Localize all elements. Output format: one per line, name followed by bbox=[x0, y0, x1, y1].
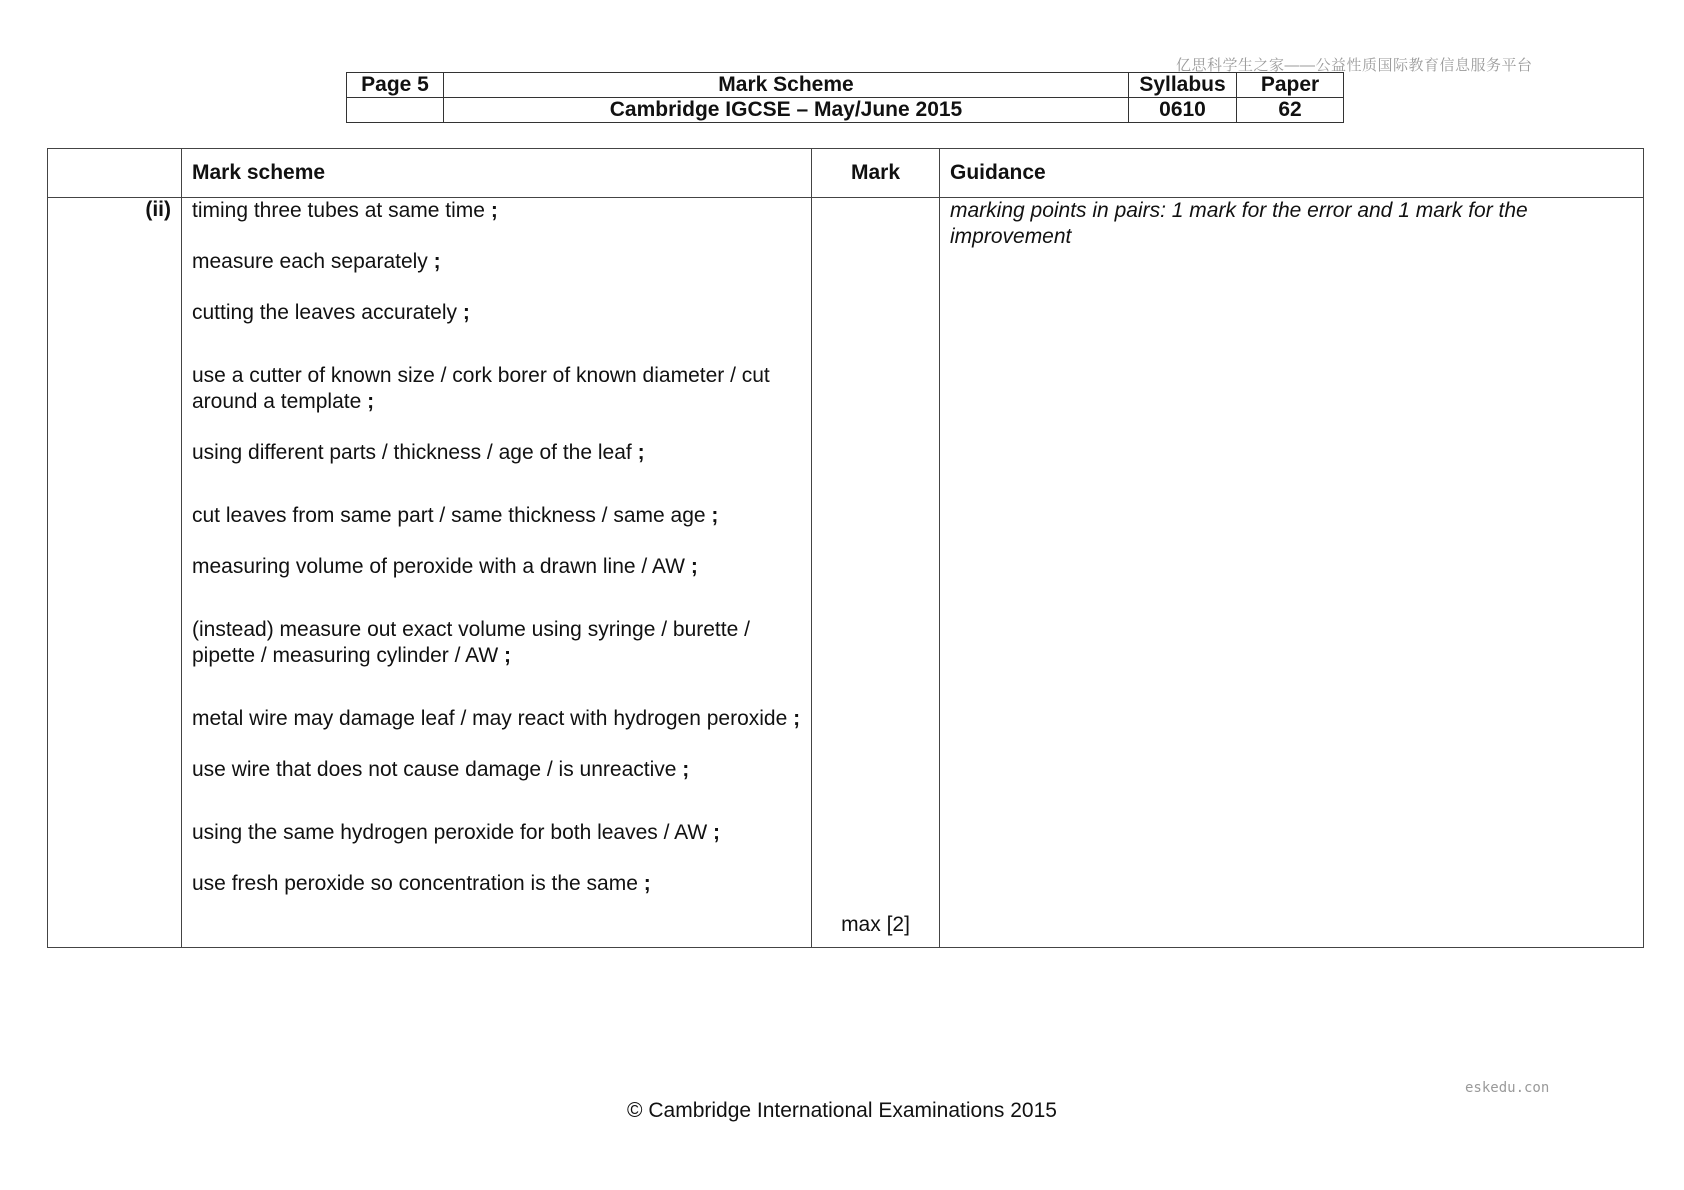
guidance-header: Guidance bbox=[940, 149, 1644, 198]
copyright-footer: © Cambridge International Examinations 2015 bbox=[627, 1099, 1057, 1122]
page-number: Page 5 bbox=[347, 73, 444, 98]
mark-scheme-table bbox=[47, 148, 1644, 948]
guidance-text: marking points in pairs: 1 mark for the error and 1 mark for the improvement bbox=[940, 198, 1644, 948]
point-5: using different parts / thickness / age of the leaf ; bbox=[192, 441, 645, 464]
point-8: (instead) measure out exact volume using syringe / burette / pipette / measuring cylinder / AW ; bbox=[192, 618, 750, 667]
point-2: measure each separately ; bbox=[192, 250, 441, 273]
syllabus-code: 0610 bbox=[1129, 98, 1237, 123]
scheme-header: Mark scheme bbox=[182, 149, 812, 198]
scheme-points bbox=[182, 198, 812, 948]
header-table bbox=[346, 72, 1344, 123]
part-header bbox=[48, 149, 182, 198]
header-empty-cell bbox=[347, 98, 444, 123]
point-9: metal wire may damage leaf / may react with hydrogen peroxide ; bbox=[192, 707, 801, 730]
part-label: (ii) bbox=[48, 198, 182, 948]
point-11: using the same hydrogen peroxide for both leaves / AW ; bbox=[192, 821, 721, 844]
paper-label: Paper bbox=[1237, 73, 1344, 98]
point-4: use a cutter of known size / cork borer of known diameter / cut around a template ; bbox=[192, 364, 770, 413]
point-1: timing three tubes at same time ; bbox=[192, 199, 498, 222]
point-7: measuring volume of peroxide with a drawn line / AW ; bbox=[192, 555, 698, 578]
syllabus-label: Syllabus bbox=[1129, 73, 1237, 98]
mark-header: Mark bbox=[812, 149, 940, 198]
watermark-top: 亿思科学生之家——公益性质国际教育信息服务平台 bbox=[1176, 57, 1533, 74]
paper-number: 62 bbox=[1237, 98, 1344, 123]
mark-cell bbox=[812, 198, 940, 948]
exam-name: Cambridge IGCSE – May/June 2015 bbox=[444, 98, 1129, 123]
watermark-bottom: eskedu.con bbox=[1465, 1080, 1550, 1096]
mark-value: max [2] bbox=[841, 913, 910, 936]
header-title: Mark Scheme bbox=[444, 73, 1129, 98]
point-3: cutting the leaves accurately ; bbox=[192, 301, 470, 324]
point-6: cut leaves from same part / same thickness / same age ; bbox=[192, 504, 719, 527]
point-10: use wire that does not cause damage / is unreactive ; bbox=[192, 758, 690, 781]
point-12: use fresh peroxide so concentration is the same ; bbox=[192, 872, 651, 895]
